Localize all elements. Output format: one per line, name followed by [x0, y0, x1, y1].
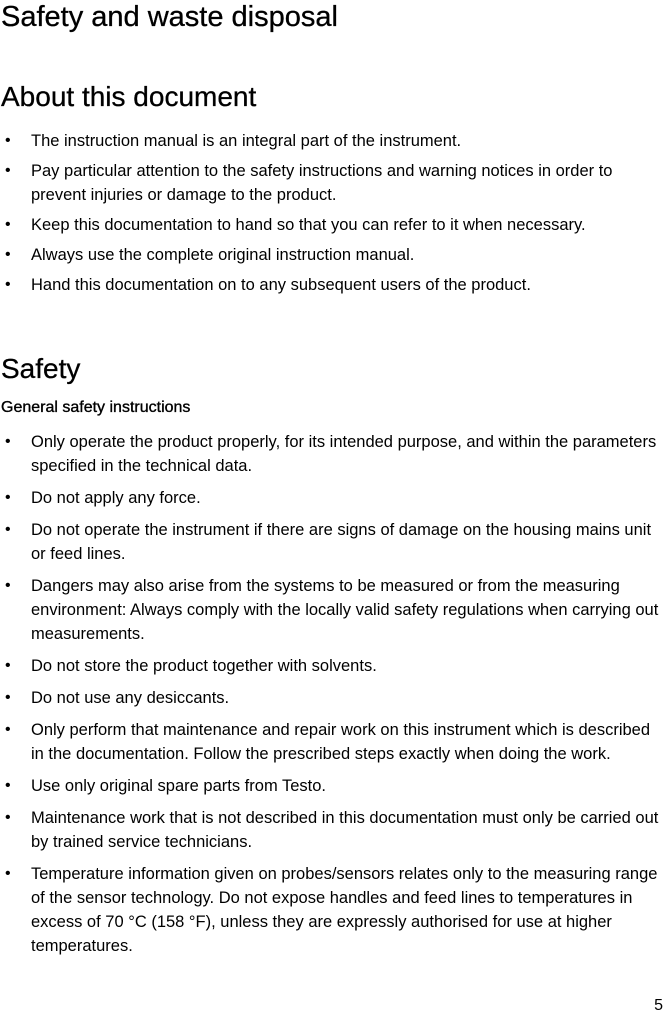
- list-item: [0, 806, 667, 854]
- list-item: [0, 486, 667, 510]
- bullet-icon: •: [5, 657, 11, 674]
- list-item: [0, 774, 667, 798]
- list-item: [0, 213, 667, 237]
- list-item: [0, 430, 667, 478]
- list-item-text: Use only original spare parts from Testo.: [31, 777, 326, 795]
- list-item-text: Do not store the product together with solvents.: [31, 657, 377, 675]
- page-number: 5: [654, 997, 663, 1014]
- list-item: [0, 129, 667, 153]
- page-title: Safety and waste disposal: [1, 1, 338, 33]
- bullet-icon: •: [5, 489, 11, 506]
- list-item: [0, 574, 667, 646]
- bullet-icon: •: [5, 162, 11, 179]
- bullet-icon: •: [5, 216, 11, 233]
- list-item-text: Maintenance work that is not described in this documentation must only be carried out by trained service technicians.: [31, 809, 659, 851]
- safety-list: [0, 430, 667, 958]
- bullet-icon: •: [5, 132, 11, 149]
- subsection-heading-general-safety: General safety instructions: [1, 399, 191, 416]
- bullet-icon: •: [5, 433, 11, 450]
- bullet-icon: •: [5, 276, 11, 293]
- list-item-text: Hand this documentation on to any subsequent users of the product.: [31, 276, 531, 294]
- list-item-text: The instruction manual is an integral part of the instrument.: [31, 132, 462, 150]
- list-item-text: Only perform that maintenance and repair work on this instrument which is described in the documentation. Follow the prescribed steps exactly when doing the work.: [31, 721, 651, 763]
- list-item: [0, 518, 667, 566]
- about-list: [0, 129, 667, 297]
- list-item-text: Pay particular attention to the safety instructions and warning notices in order to prevent injuries or damage to the product.: [31, 162, 613, 204]
- bullet-icon: •: [5, 246, 11, 263]
- bullet-icon: •: [5, 689, 11, 706]
- list-item-text: Do not apply any force.: [31, 489, 201, 507]
- bullet-icon: •: [5, 521, 11, 538]
- list-item-text: Temperature information given on probes/sensors relates only to the measuring range of the sensor technology. Do not expose handles and feed lines to temperatures in excess of 70 °C (158 °F), unless they are expressly authorised for use at higher temperatures.: [31, 865, 658, 955]
- section-heading-safety: Safety: [1, 353, 81, 384]
- list-item: [0, 159, 667, 207]
- list-item: [0, 243, 667, 267]
- list-item-text: Do not operate the instrument if there are signs of damage on the housing mains unit or feed lines.: [31, 521, 652, 563]
- bullet-icon: •: [5, 721, 11, 738]
- list-item-text: Dangers may also arise from the systems to be measured or from the measuring environment: Always comply with the locally valid safety regulations when carrying out measurements.: [31, 577, 659, 643]
- list-item-text: Do not use any desiccants.: [31, 689, 230, 707]
- list-item-text: Only operate the product properly, for its intended purpose, and within the parameters specified in the technical data.: [31, 433, 657, 475]
- bullet-icon: •: [5, 777, 11, 794]
- bullet-icon: •: [5, 809, 11, 826]
- section-heading-about: About this document: [1, 81, 257, 112]
- list-item: [0, 718, 667, 766]
- list-item: [0, 654, 667, 678]
- bullet-icon: •: [5, 865, 11, 882]
- list-item: [0, 273, 667, 297]
- list-item: [0, 862, 667, 958]
- list-item: [0, 686, 667, 710]
- list-item-text: Always use the complete original instruction manual.: [31, 246, 415, 264]
- bullet-icon: •: [5, 577, 11, 594]
- list-item-text: Keep this documentation to hand so that you can refer to it when necessary.: [31, 216, 586, 234]
